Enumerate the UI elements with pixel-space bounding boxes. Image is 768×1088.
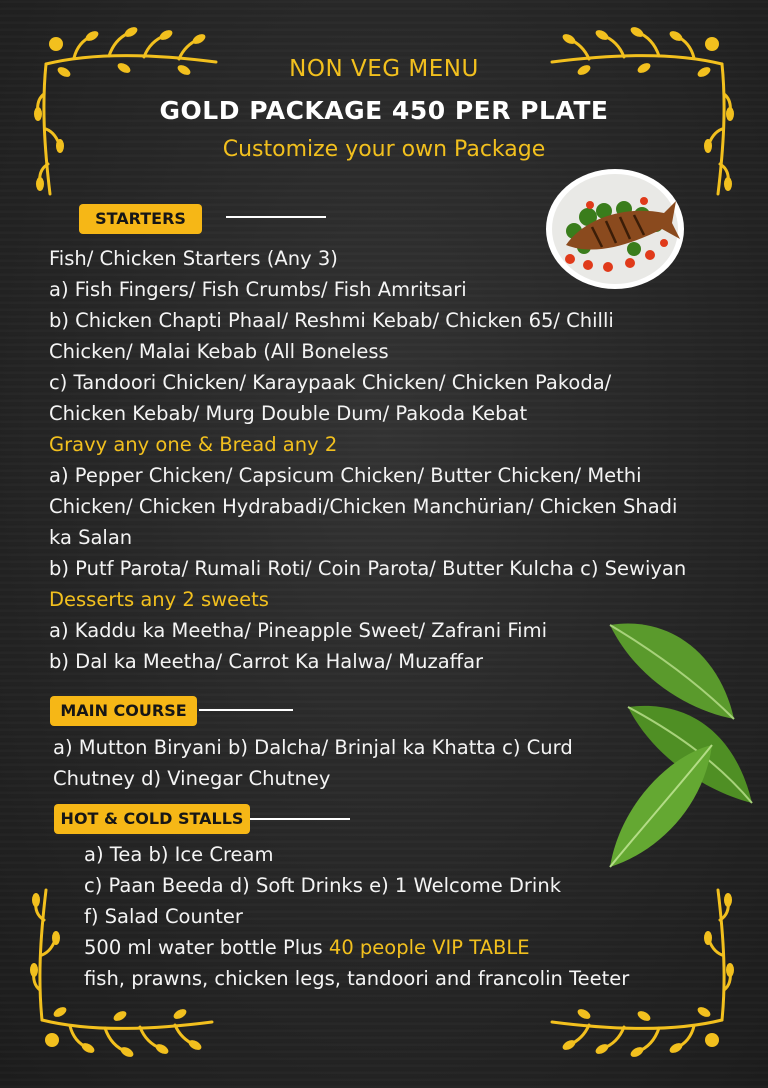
water-vip-line (84, 932, 530, 963)
main-course-line: Chutney d) Vinegar Chutney (53, 767, 331, 790)
green-leaves (600, 615, 760, 875)
stalls-rule (250, 818, 350, 820)
starter-line: a) Fish Fingers/ Fish Crumbs/ Fish Amritsari (49, 278, 467, 301)
starter-line: b) Chicken Chapti Phaal/ Reshmi Kebab/ Chicken 65/ Chilli (49, 309, 614, 332)
package-title: GOLD PACKAGE 450 PER PLATE (159, 96, 609, 125)
gravy-line: a) Pepper Chicken/ Capsicum Chicken/ Butter Chicken/ Methi (49, 464, 642, 487)
extras-line: fish, prawns, chicken legs, tandoori and francolin Teeter (84, 967, 630, 990)
starter-line: Fish/ Chicken Starters (Any 3) (49, 247, 338, 270)
starter-line: Chicken/ Malai Kebab (All Boneless (49, 340, 389, 363)
dessert-line: b) Dal ka Meetha/ Carrot Ka Halwa/ Muzaffar (49, 650, 484, 673)
stalls-badge: HOT & COLD STALLS (54, 804, 250, 834)
package-subtitle: Customize your own Package (222, 137, 546, 162)
bread-line: b) Putf Parota/ Rumali Roti/ Coin Parota/ Butter Kulcha c) Sewiyan (49, 557, 687, 580)
water-text: 500 ml water bottle Plus (84, 936, 329, 959)
starter-line: Chicken Kebab/ Murg Double Dum/ Pakoda Kebat (49, 402, 528, 425)
stall-line: a) Tea b) Ice Cream (84, 843, 274, 866)
stall-line: c) Paan Beeda d) Soft Drinks e) 1 Welcome Drink (84, 874, 561, 897)
grilled-fish-plate (544, 167, 686, 291)
gravy-line: ka Salan (49, 526, 133, 549)
menu-title: NON VEG MENU (289, 56, 479, 82)
gravy-line: Chicken/ Chicken Hydrabadi/Chicken Manchürian/ Chicken Shadi (49, 495, 678, 518)
stall-line: f) Salad Counter (84, 905, 243, 928)
main-course-badge: MAIN COURSE (50, 696, 197, 726)
vip-text: 40 people VIP TABLE (328, 936, 530, 959)
gravy-heading: Gravy any one & Bread any 2 (49, 433, 338, 456)
starters-rule (226, 216, 326, 218)
dessert-line: a) Kaddu ka Meetha/ Pineapple Sweet/ Zafrani Fimi (49, 619, 548, 642)
starters-badge: STARTERS (79, 204, 202, 234)
desserts-heading: Desserts any 2 sweets (49, 588, 269, 611)
main-course-line: a) Mutton Biryani b) Dalcha/ Brinjal ka Khatta c) Curd (53, 736, 573, 759)
starter-line: c) Tandoori Chicken/ Karaypaak Chicken/ Chicken Pakoda/ (49, 371, 612, 394)
main-course-rule (199, 709, 293, 711)
